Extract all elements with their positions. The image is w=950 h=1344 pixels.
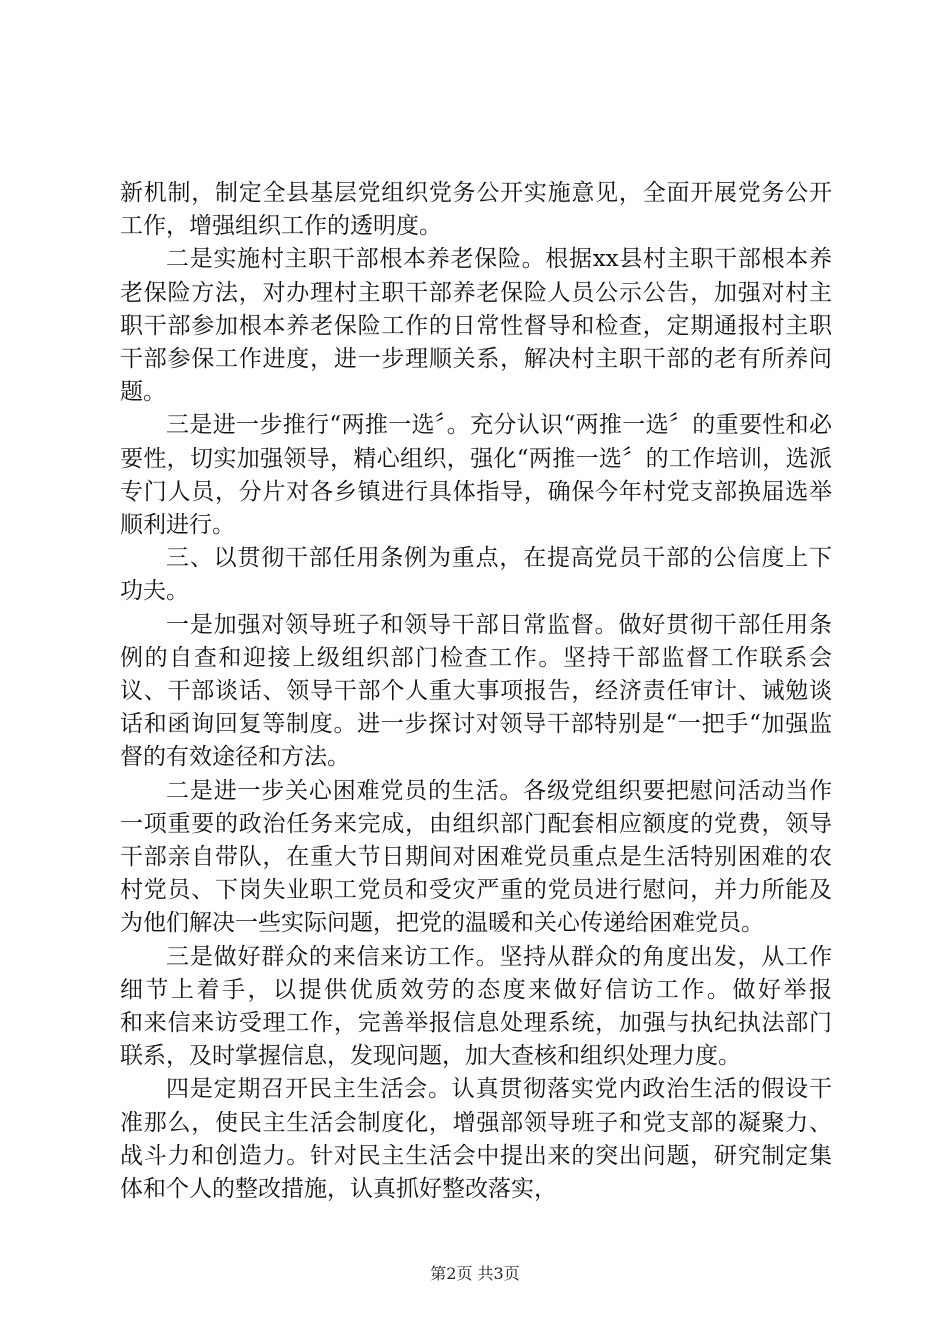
paragraph-1: 新机制，制定全县基层党组织党务公开实施意见，全面开展党务公开工作，增强组织工作的透明度。 (120, 180, 832, 240)
page-number: 第2页 共3页 (430, 1264, 520, 1283)
paragraph-7: 三是做好群众的来信来访工作。坚持从群众的角度出发，从工作细节上着手，以提供优质效劳的态度来做好信访工作。做好举报 和来信来访受理工作，完善举报信息处理系统，加强与执纪执法部门联系，及时掌握信息，发现问题，加大查核和组织处理力度。 (120, 943, 878, 1070)
paragraph-8: 四是定期召开民主生活会。认真贯彻落实党内政治生活的假设干准那么，使民主生活会制度化，增强部领导班子和党支部的凝聚力、战斗力和创造力。针对民主生活会中提出来的突出问题，研究制定集体和个人的整改措施，认真抓好整改落实， (120, 1076, 832, 1203)
section-heading-3: 三、以贯彻干部任用条例为重点，在提高党员干部的公信度上下功夫。 (120, 545, 832, 605)
page-footer (0, 1264, 950, 1284)
paragraph-3: 三是进一步推行“两推一选〞。充分认识“两推一选〞的重要性和必要性，切实加强领导，精心组织，强化“两推一选〞的工作培训，选派专门人员，分片对各乡镇进行具体指导，确保今年村党支部换届选举顺利进行。 (120, 412, 832, 539)
paragraph-2: 二是实施村主职干部根本养老保险。根据xx县村主职干部根本养老保险方法，对办理村主职干部养老保险人员公示公告，加强对村主职干部参加根本养老保险工作的日常性督导和检查，定期通报村主职干部参保工作进度，进一步理顺关系，解决村主职干部的老有所养问题。 (120, 246, 832, 406)
paragraph-5: 一是加强对领导班子和领导干部日常监督。做好贯彻干部任用条例的自查和迎接上级组织部门检查工作。坚持干部监督工作联系会议、干部谈话、领导干部个人重大事项报告，经济责任审计、诫勉谈话和函询回复等制度。进一步探讨对领导干部特别是“一把手“加强监督的有效途径和方法。 (120, 611, 832, 771)
document-body (120, 177, 878, 1206)
paragraph-6: 二是进一步关心困难党员的生活。各级党组织要把慰问活动当作一项重要的政治任务来完成，由组织部门配套相应额度的党费，领导干部亲自带队，在重大节日期间对困难党员重点是生活特别困难的农村党员、下岗失业职工党员和受灾严重的党员进行慰问，并力所能及为他们解决一些实际问题，把党的温暖和关心传递给困难党员。 (120, 777, 832, 937)
